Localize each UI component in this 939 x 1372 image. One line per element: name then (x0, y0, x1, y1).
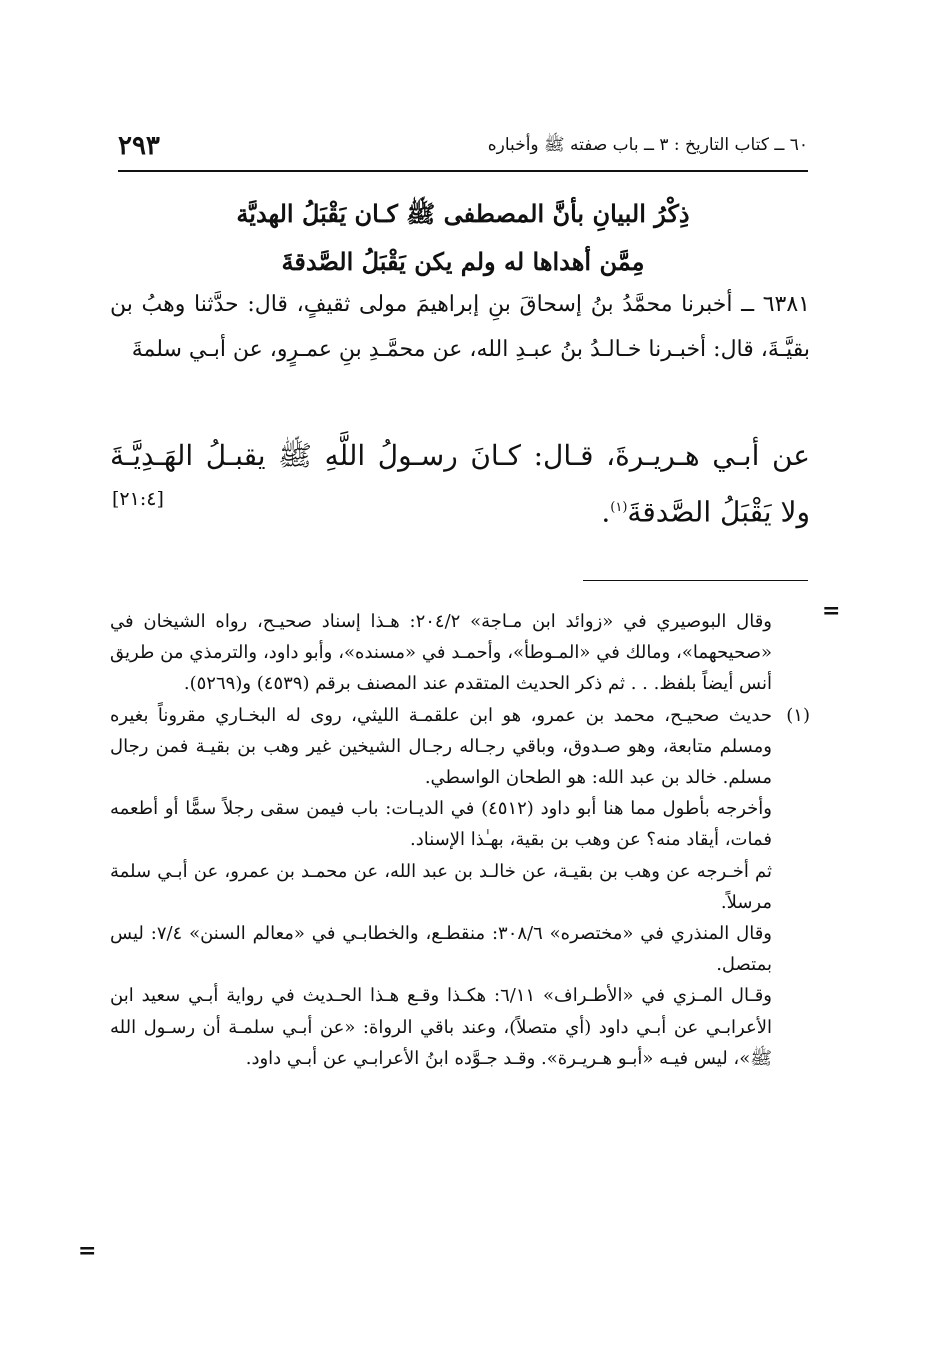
footnote-1-text: حديث صحيـح، محمد بن عمرو، هو ابن علقمـة الليثي، روى له البخـاري مقروناً بغيره ومسلم متابعة، وهو صـدوق، وباقي رجـاله رجـال الشيخين غير وهب بن بقيـة فمن رجال مسلم. خالد بن عبد الله: هو الطحان الواسطي. (110, 704, 772, 789)
footnote-1 (110, 700, 810, 794)
footnote-separator (583, 580, 808, 581)
hadith-isnad: ٦٣٨١ ــ أخبرنا محمَّدُ بنُ إسحاقَ بنِ إبراهيمَ مولى ثقيفٍ، قال: حدَّثنا وهبُ بن بقيَّـةَ، قال: أخبـرنا خـالـدُ بنُ عبـدِ الله، عن محمَّـدِ بنِ عمـرٍو، عن أبـي سلمةَ (110, 292, 810, 362)
page-number: ٢٩٣ (118, 131, 160, 161)
footnote-continued: وقال البوصيري في «زوائد ابن مـاجة» ٢٠٤/٢: هـذا إسناد صحيـح، رواه الشيخان في «صحيحهما»، ومالك في «المـوطأ»، وأحمـد في «مسنده»، وأبو داود، والترمذي من طريق أنس أيضاً بلفظ. . . ثم ذكر الحديث المتقدم عند المصنف برقم (٤٥٣٩) و(٥٢٦٩). (110, 611, 772, 695)
matn-period: . (601, 495, 611, 529)
continuation-mark-top: = (822, 598, 841, 624)
chapter-heading-line-2: مِمَّن أهداها له ولم يكن يَقْبَلُ الصَّدقةَ (281, 247, 645, 276)
footnotes (110, 606, 810, 1074)
footnote-number: (١) (786, 704, 810, 726)
continuation-mark-bottom: = (78, 1238, 97, 1264)
verification-reference: [٢١:٤] (112, 488, 164, 510)
chapter-heading (118, 190, 808, 286)
header-rule (118, 170, 808, 172)
footnote-paragraph: وقـال المـزي في «الأطـراف» ٦/١١: هكـذا وقـع هـذا الحـديث في رواية أبـي سعيد ابن الأعرابـي عن أبـي داود (أي متصلاً)، وعند باقي الرواة: «عن أبـي سلمـة أن رسـول الله ﷺ»، ليس فيـه «أبـو هـريـرة». وقـد جـوَّده ابنُ الأعرابـي عن أبـي داود. (110, 985, 773, 1069)
footnote-marker: (١) (610, 500, 628, 515)
footnote-paragraph: ثم أخـرجه عن وهب بن بقيـة، عن خالـد بن عبد الله، عن محمـد بن عمرو، عن أبـي سلمة مرسلاً. (110, 860, 772, 913)
page-header (118, 128, 808, 164)
running-title: ٦٠ ــ كتاب التاريخ : ٣ ــ باب صفته ﷺ وأخباره (487, 134, 808, 155)
hadith-matn-text: عن أبـي هـريـرةَ، قـال: كـانَ رسـولُ اللَّهِ ﷺ يقبـلُ الهَـدِيَّـةَ ولا يَقْبَلُ الصَّدقةَ (110, 439, 810, 529)
footnote-paragraph: وأخرجه بأطول مما هنا أبو داود (٤٥١٢) في الديـات: باب فيمن سقى رجلاً سمًّا أو أطعمه فمات، أيقاد منه؟ عن وهب بن بقية، بهـٰذا الإسناد. (110, 798, 772, 851)
chapter-heading-line-1: ذِكْرُ البيانِ بأنَّ المصطفى ﷺ كـان يَقْبَلُ الهديَّة (236, 199, 690, 228)
hadith-matn (110, 430, 810, 538)
footnote-paragraph: وقال المنذري في «مختصره» ٣٠٨/٦: منقطـع، والخطابـي في «معالم السنن» ٧/٤: ليس بمتصل. (110, 923, 772, 976)
